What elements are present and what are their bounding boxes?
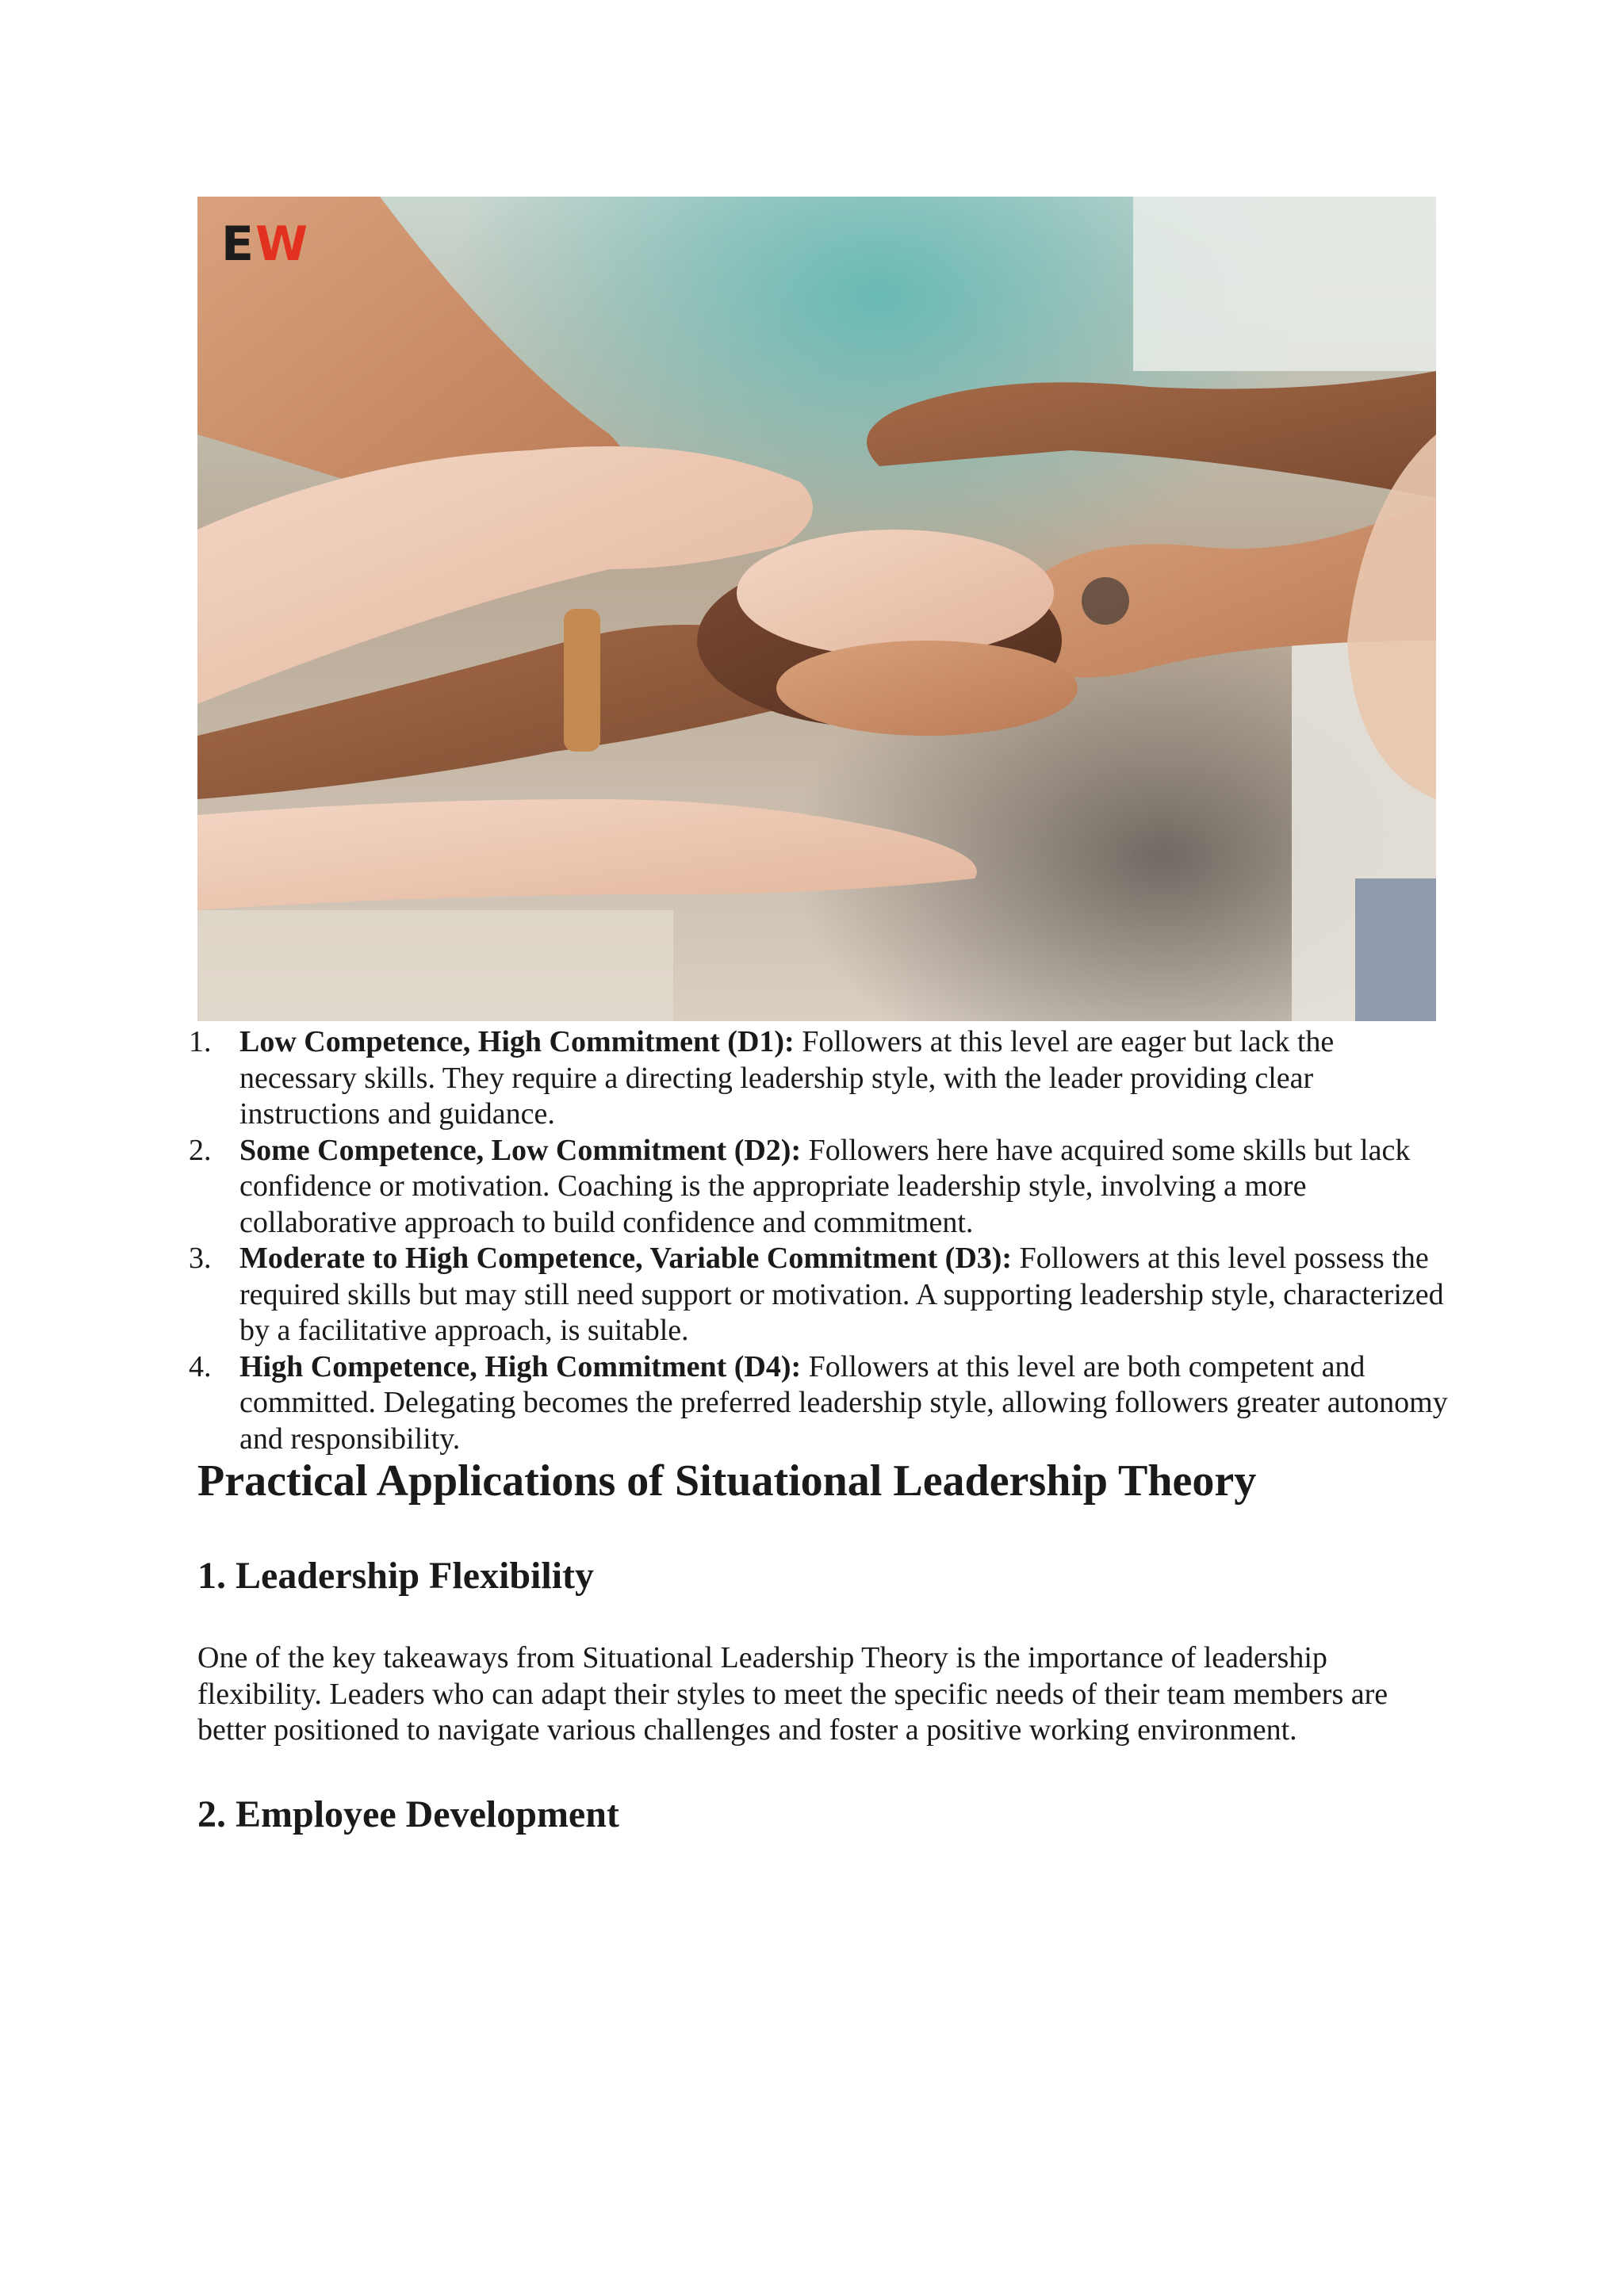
list-item bbox=[182, 1024, 1451, 1133]
paragraph-leadership-flexibility: One of the key takeaways from Situational Leadership Theory is the importance of leadership flexibility. Leaders who can adapt their styles to meet the specific needs of their team members are better positioned to navigate various challenges and foster a positive working environment. bbox=[197, 1641, 1388, 1747]
list-item-text: Followers at this level possess the required skills but may still need support or motivation. A supporting leadership style, characterized by a facilitative approach, is suitable. bbox=[239, 1242, 1444, 1347]
logo-letter-w: W bbox=[255, 216, 307, 272]
list-item-title: Some Competence, Low Commitment (D2): bbox=[239, 1133, 802, 1167]
list-item bbox=[182, 1241, 1451, 1349]
list-number: 3. bbox=[189, 1242, 212, 1275]
subheading-employee-development: 2. Employee Development bbox=[197, 1793, 619, 1835]
subheading-leadership-flexibility: 1. Leadership Flexibility bbox=[197, 1555, 595, 1597]
list-item bbox=[182, 1133, 1451, 1242]
section-heading: Practical Applications of Situational Leadership Theory bbox=[197, 1456, 1257, 1506]
list-item-title: High Competence, High Commitment (D4): bbox=[239, 1349, 802, 1383]
list-number: 1. bbox=[189, 1025, 212, 1058]
stacked-hands-illustration bbox=[197, 197, 1436, 1021]
list-item bbox=[182, 1349, 1451, 1458]
development-levels-list bbox=[182, 1024, 1451, 1457]
list-number: 4. bbox=[189, 1349, 212, 1383]
list-item-text: Followers here have acquired some skills but lack confidence or motivation. Coaching is the appropriate leadership style, involving a more collaborative approach to build confidence and commitment. bbox=[239, 1133, 1411, 1239]
list-number: 2. bbox=[189, 1133, 212, 1167]
logo-letter-e: E bbox=[221, 216, 252, 272]
hero-photo bbox=[197, 197, 1436, 1021]
list-item-text: Followers at this level are eager but lack the necessary skills. They require a directing leadership style, with the leader providing clear instructions and guidance. bbox=[239, 1025, 1335, 1131]
list-item-title: Low Competence, High Commitment (D1): bbox=[239, 1025, 795, 1058]
list-item-title: Moderate to High Competence, Variable Commitment (D3): bbox=[239, 1242, 1013, 1275]
ew-logo bbox=[221, 216, 307, 272]
list-item-text: Followers at this level are both competent and committed. Delegating becomes the preferred leadership style, allowing followers greater autonomy and responsibility. bbox=[239, 1349, 1448, 1456]
